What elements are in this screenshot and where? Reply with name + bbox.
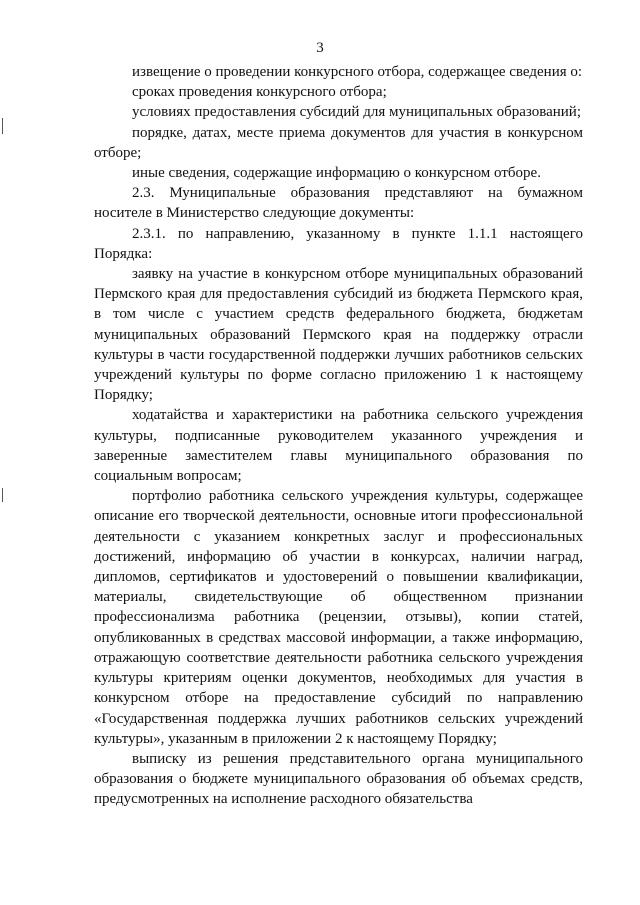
paragraph-application: заявку на участие в конкурсном отборе муниципальных образований Пермского края для предоставления субсидий из бюджета Пермского края, в том числе с участием средств федерального бюджета, бюджетам муниципальных образований Пермского края на поддержку отрасли культуры в части государственной поддержки лучших работников сельских учреждений культуры по форме согласно приложению 1 к настоящему Порядку; bbox=[94, 266, 583, 404]
paragraph-notice: извещение о проведении конкурсного отбора, содержащее сведения о: bbox=[132, 64, 583, 80]
page-number: 3 bbox=[316, 40, 324, 56]
scan-edge-mark bbox=[2, 488, 3, 502]
paragraph-2-3-1: 2.3.1. по направлению, указанному в пункте 1.1.1 настоящего Порядка: bbox=[94, 225, 583, 262]
paragraph-procedure: порядке, датах, месте приема документов для участия в конкурсном отборе; bbox=[94, 124, 583, 161]
paragraph-other-info: иные сведения, содержащие информацию о конкурсном отборе. bbox=[132, 165, 541, 182]
document-body bbox=[94, 62, 583, 810]
scan-edge-mark bbox=[2, 118, 3, 134]
paragraph-2-3: 2.3. Муниципальные образования представляют на бумажном носителе в Министерство следующие документы: bbox=[94, 185, 583, 222]
paragraph-conditions: условиях предоставления субсидий для муниципальных образований; bbox=[132, 104, 581, 121]
paragraph-terms: сроках проведения конкурсного отбора; bbox=[132, 84, 387, 101]
paragraph-extract: выписку из решения представительного органа муниципального образования о бюджете муниципального образования об объемах средств, предусмотренных на исполнение расходного обязательства bbox=[94, 750, 583, 808]
paragraph-portfolio: портфолио работника сельского учреждения культуры, содержащее описание его творческой деятельности, основные итоги профессиональной деятельности с указанием конкретных заслуг и профессиональных достижений, информацию об участии в конкурсах, наличии наград, дипломов, сертификатов и удостоверений о повышении квалификации, материалы, свидетельствующие об общественном признании профессионализма работника (рецензии, отзывы), копии статей, опубликованных в средствах массовой информации, а также информацию, отражающую соответствие деятельности работника сельского учреждения культуры критериям оценки документов, необходимых для участия в конкурсном отборе на предоставление субсидий по направлению «Государственная поддержка лучших работников сельских учреждений культуры», указанным в приложении 2 к настоящему Порядку; bbox=[94, 488, 583, 747]
paragraph-petitions: ходатайства и характеристики на работника сельского учреждения культуры, подписанные руководителем указанного учреждения и заверенные заместителем главы муниципального образования по социальным вопросам; bbox=[94, 407, 583, 485]
